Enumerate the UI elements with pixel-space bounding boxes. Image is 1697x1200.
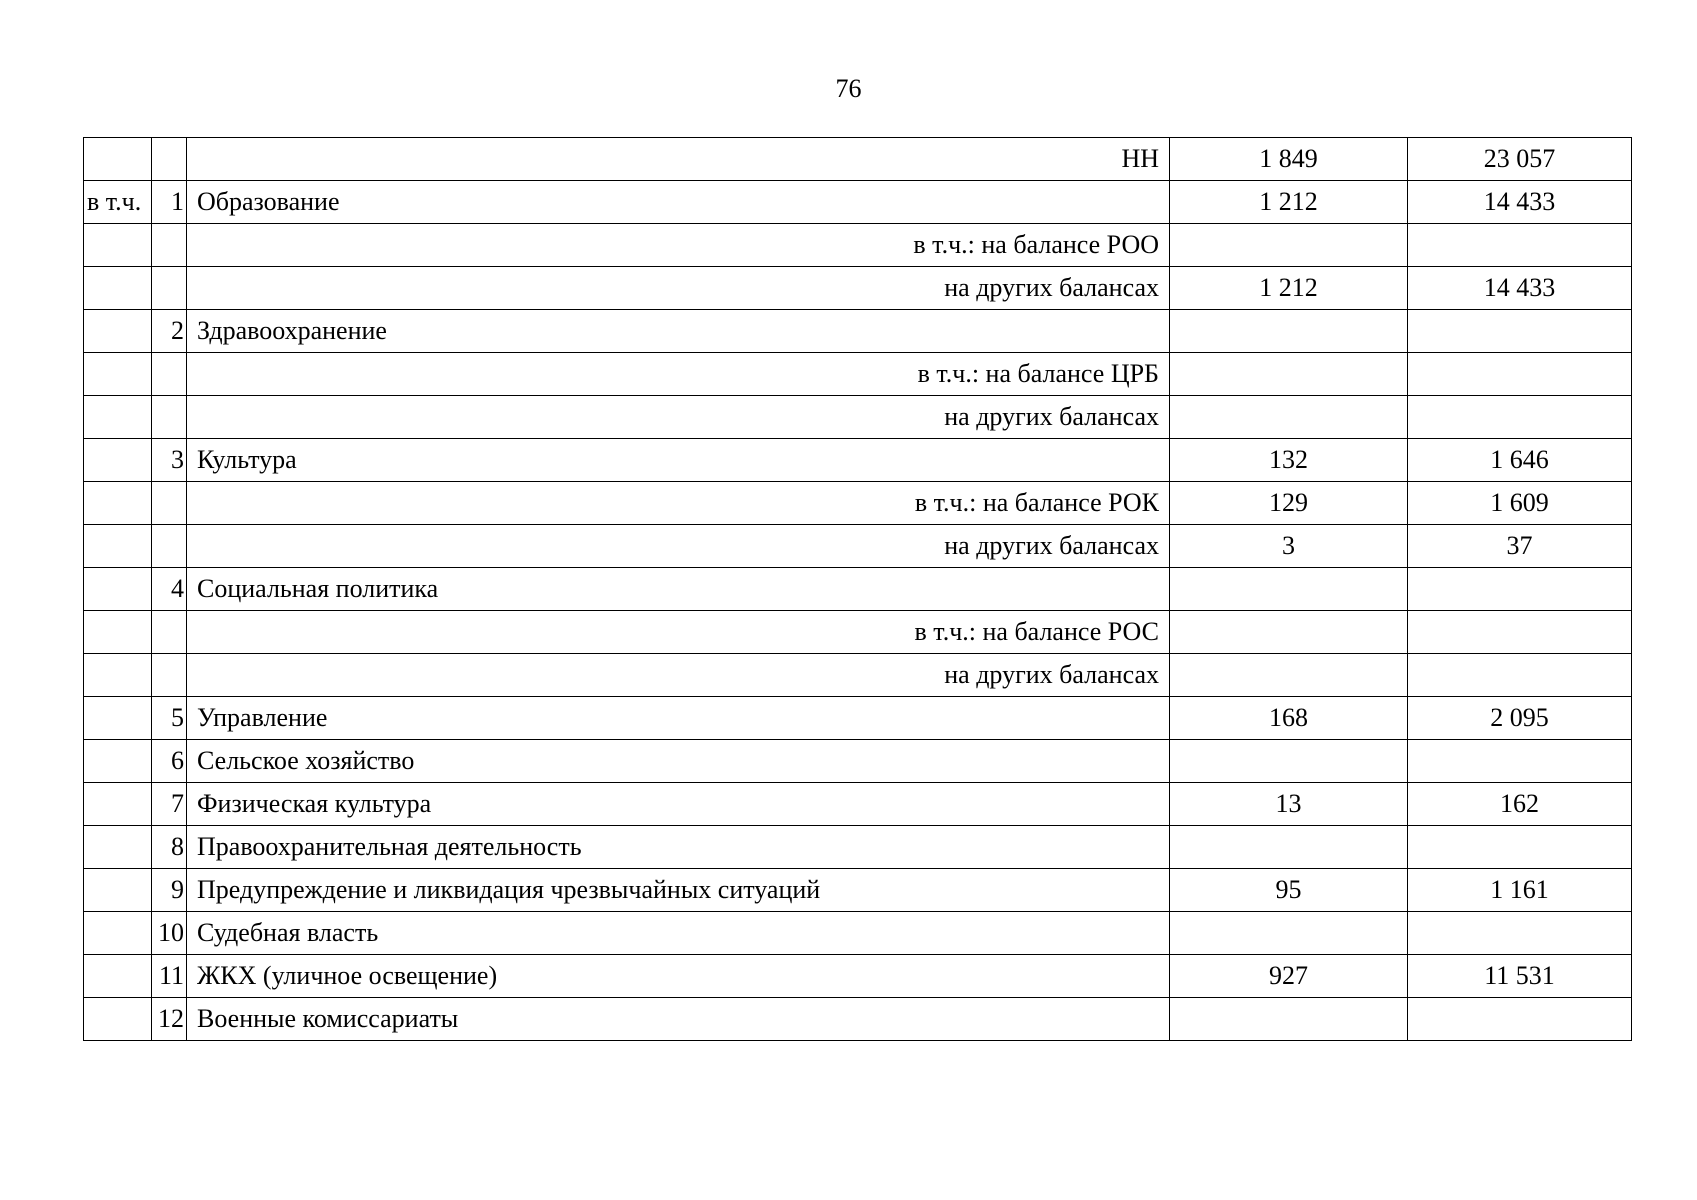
value-cell-2: 14 433: [1408, 181, 1632, 224]
row-label-cell: в т.ч.: на балансе РОО: [187, 224, 1170, 267]
table-row: [84, 482, 1632, 525]
value-cell-2: 2 095: [1408, 697, 1632, 740]
row-prefix-cell: [84, 482, 152, 525]
table-row: [84, 697, 1632, 740]
value-cell-2: 23 057: [1408, 138, 1632, 181]
row-label-cell: Образование: [187, 181, 1170, 224]
value-cell-2: 1 609: [1408, 482, 1632, 525]
value-cell-2: 14 433: [1408, 267, 1632, 310]
value-cell-1: [1170, 310, 1408, 353]
row-prefix-cell: [84, 826, 152, 869]
row-prefix-cell: [84, 310, 152, 353]
row-prefix-cell: [84, 353, 152, 396]
value-cell-2: [1408, 912, 1632, 955]
row-number-cell: [152, 482, 187, 525]
table-row: [84, 525, 1632, 568]
table-row: [84, 439, 1632, 482]
value-cell-2: [1408, 396, 1632, 439]
row-number-cell: [152, 353, 187, 396]
row-prefix-cell: [84, 525, 152, 568]
table-row: [84, 267, 1632, 310]
row-prefix-cell: [84, 740, 152, 783]
row-label-cell: в т.ч.: на балансе ЦРБ: [187, 353, 1170, 396]
row-prefix-cell: в т.ч.: [84, 181, 152, 224]
row-number-cell: 12: [152, 998, 187, 1041]
value-cell-1: [1170, 353, 1408, 396]
value-cell-1: 95: [1170, 869, 1408, 912]
table-row: [84, 181, 1632, 224]
value-cell-2: 1 646: [1408, 439, 1632, 482]
table-row: [84, 138, 1632, 181]
row-prefix-cell: [84, 611, 152, 654]
table-row: [84, 310, 1632, 353]
row-number-cell: [152, 267, 187, 310]
row-label-cell: на других балансах: [187, 654, 1170, 697]
row-number-cell: 10: [152, 912, 187, 955]
table-row: [84, 740, 1632, 783]
value-cell-1: 927: [1170, 955, 1408, 998]
value-cell-2: [1408, 310, 1632, 353]
table-body: [84, 138, 1632, 1041]
row-number-cell: 1: [152, 181, 187, 224]
row-number-cell: 2: [152, 310, 187, 353]
row-number-cell: 3: [152, 439, 187, 482]
row-label-cell: Физическая культура: [187, 783, 1170, 826]
value-cell-2: [1408, 654, 1632, 697]
table-row: [84, 396, 1632, 439]
value-cell-2: 11 531: [1408, 955, 1632, 998]
row-prefix-cell: [84, 568, 152, 611]
row-prefix-cell: [84, 955, 152, 998]
row-label-cell: Культура: [187, 439, 1170, 482]
row-label-cell: на других балансах: [187, 267, 1170, 310]
value-cell-1: [1170, 912, 1408, 955]
row-number-cell: 9: [152, 869, 187, 912]
table-row: [84, 955, 1632, 998]
value-cell-1: [1170, 224, 1408, 267]
row-label-cell: в т.ч.: на балансе РОС: [187, 611, 1170, 654]
row-number-cell: 8: [152, 826, 187, 869]
value-cell-1: 1 849: [1170, 138, 1408, 181]
value-cell-1: 1 212: [1170, 267, 1408, 310]
row-label-cell: Правоохранительная деятельность: [187, 826, 1170, 869]
row-label-cell: Сельское хозяйство: [187, 740, 1170, 783]
row-prefix-cell: [84, 439, 152, 482]
table-row: [84, 783, 1632, 826]
row-number-cell: [152, 396, 187, 439]
row-prefix-cell: [84, 869, 152, 912]
table-row: [84, 654, 1632, 697]
page-number: 76: [835, 74, 862, 103]
value-cell-2: [1408, 998, 1632, 1041]
row-label-cell: в т.ч.: на балансе РОК: [187, 482, 1170, 525]
table-row: [84, 611, 1632, 654]
value-cell-1: 132: [1170, 439, 1408, 482]
row-label-cell: Социальная политика: [187, 568, 1170, 611]
table-row: [84, 568, 1632, 611]
value-cell-1: 129: [1170, 482, 1408, 525]
value-cell-1: [1170, 740, 1408, 783]
value-cell-1: [1170, 568, 1408, 611]
table-row: [84, 826, 1632, 869]
row-prefix-cell: [84, 224, 152, 267]
row-prefix-cell: [84, 267, 152, 310]
row-number-cell: 7: [152, 783, 187, 826]
value-cell-1: 168: [1170, 697, 1408, 740]
row-number-cell: [152, 654, 187, 697]
row-number-cell: 4: [152, 568, 187, 611]
row-prefix-cell: [84, 654, 152, 697]
value-cell-1: [1170, 998, 1408, 1041]
row-prefix-cell: [84, 783, 152, 826]
value-cell-1: [1170, 611, 1408, 654]
row-label-cell: на других балансах: [187, 525, 1170, 568]
budget-table: [83, 137, 1632, 1041]
row-label-cell: Военные комиссариаты: [187, 998, 1170, 1041]
row-prefix-cell: [84, 998, 152, 1041]
value-cell-1: [1170, 654, 1408, 697]
table-row: [84, 998, 1632, 1041]
row-prefix-cell: [84, 697, 152, 740]
row-label-cell: НН: [187, 138, 1170, 181]
row-prefix-cell: [84, 396, 152, 439]
value-cell-2: [1408, 826, 1632, 869]
row-number-cell: 11: [152, 955, 187, 998]
row-number-cell: 6: [152, 740, 187, 783]
value-cell-1: 3: [1170, 525, 1408, 568]
row-number-cell: [152, 138, 187, 181]
row-prefix-cell: [84, 912, 152, 955]
value-cell-1: [1170, 826, 1408, 869]
value-cell-2: [1408, 611, 1632, 654]
table-row: [84, 912, 1632, 955]
table-row: [84, 869, 1632, 912]
row-label-cell: Управление: [187, 697, 1170, 740]
value-cell-2: 37: [1408, 525, 1632, 568]
row-number-cell: [152, 525, 187, 568]
value-cell-2: [1408, 224, 1632, 267]
row-number-cell: [152, 224, 187, 267]
row-prefix-cell: [84, 138, 152, 181]
value-cell-1: [1170, 396, 1408, 439]
row-label-cell: ЖКХ (уличное освещение): [187, 955, 1170, 998]
value-cell-2: [1408, 353, 1632, 396]
row-label-cell: Здравоохранение: [187, 310, 1170, 353]
row-number-cell: 5: [152, 697, 187, 740]
value-cell-2: [1408, 568, 1632, 611]
row-label-cell: Судебная власть: [187, 912, 1170, 955]
table-row: [84, 224, 1632, 267]
row-label-cell: Предупреждение и ликвидация чрезвычайных ситуаций: [187, 869, 1170, 912]
table-row: [84, 353, 1632, 396]
value-cell-2: [1408, 740, 1632, 783]
value-cell-2: 1 161: [1408, 869, 1632, 912]
row-number-cell: [152, 611, 187, 654]
value-cell-1: 1 212: [1170, 181, 1408, 224]
value-cell-2: 162: [1408, 783, 1632, 826]
value-cell-1: 13: [1170, 783, 1408, 826]
row-label-cell: на других балансах: [187, 396, 1170, 439]
